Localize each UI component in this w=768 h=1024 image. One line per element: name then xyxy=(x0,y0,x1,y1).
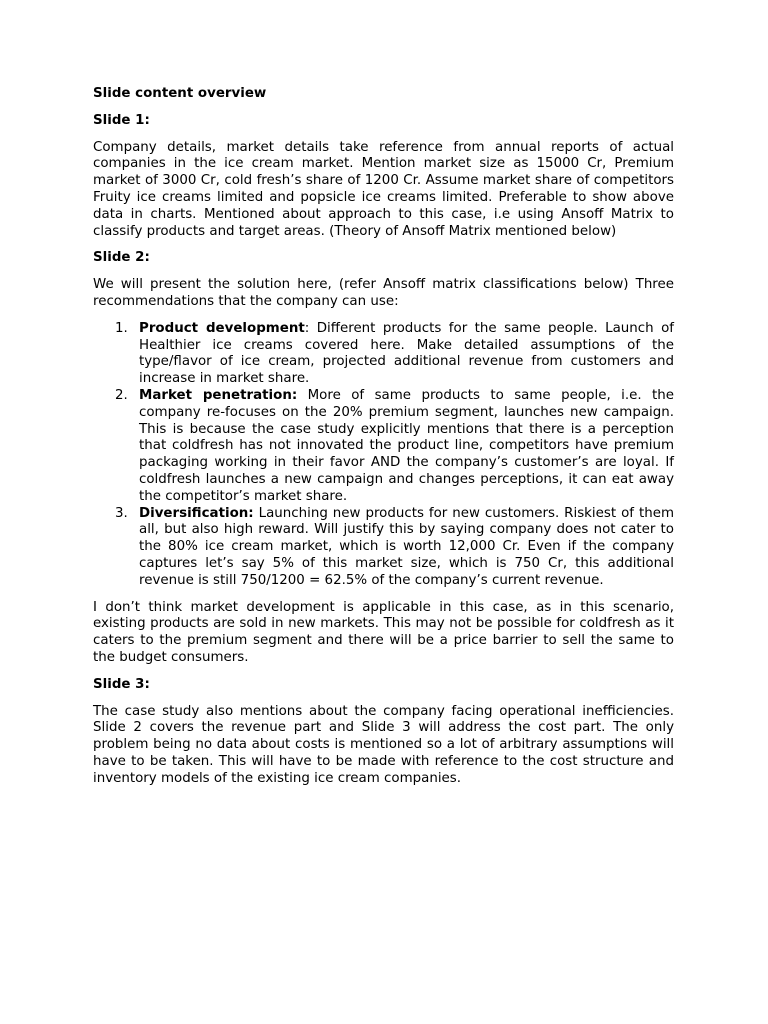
slide1-heading: Slide 1: xyxy=(93,112,150,128)
slide3-body: The case study also mentions about the company facing operational inefficiencies. Slide 2 covers the revenue part and Slide 3 will address the cost part. The only problem being no data about costs is mentioned so a lot of arbitrary assumptions will have to be taken. This will have to be made with reference to the cost structure and inventory models of the existing ice cream companies. xyxy=(93,703,674,786)
list-item-title: Product development xyxy=(139,320,305,336)
list-item xyxy=(115,320,674,388)
list-item xyxy=(115,387,674,506)
overview-title: Slide content overview xyxy=(93,86,267,101)
list-item-number: 2. xyxy=(115,387,128,403)
list-item-title: Diversification: xyxy=(139,505,254,521)
list-item-number: 3. xyxy=(115,505,128,521)
list-item xyxy=(115,505,674,590)
document-page xyxy=(93,86,674,797)
slide1-body: Company details, market details take reference from annual reports of actual companies in the ice cream market. Mention market size as 15000 Cr, Premium market of 3000 Cr, cold fresh’s share of 1200 Cr. Assume market share of competitors Fruity ice creams limited and popsicle ice creams limited. Preferable to show above data in charts. Mentioned about approach to this case, i.e using Ansoff Matrix to classify products and target areas. (Theory of Ansoff Matrix mentioned below) xyxy=(93,139,674,239)
list-item-title: Market penetration: xyxy=(139,387,298,403)
list-item-text: More of same products to same people, i.e. the company re-focuses on the 20% premium segment, launches new campaign. This is because the case study explicitly mentions that there is a perception that coldfresh has not innovated the product line, competitors have premium packaging working in their favor AND the company’s customer’s are loyal. If coldfresh launches a new campaign and changes perceptions, it can eat away the competitor’s market share. xyxy=(139,387,674,504)
slide2-heading: Slide 2: xyxy=(93,250,150,266)
slide2-closing: I don’t think market development is applicable in this case, as in this scenario, existing products are sold in new markets. This may not be possible for coldfresh as it caters to the premium segment and there will be a price barrier to sell the same to the budget consumers. xyxy=(93,599,674,665)
list-item-number: 1. xyxy=(115,320,128,336)
recommendations-list xyxy=(93,321,674,590)
slide2-intro: We will present the solution here, (refer Ansoff matrix classifications below) Three recommendations that the company can use: xyxy=(93,277,674,309)
slide3-heading: Slide 3: xyxy=(93,676,150,692)
list-item-text: Launching new products for new customers. Riskiest of them all, but also high reward. Will justify this by saying company does not cater to the 80% ice cream market, which is worth 12,000 Cr. Even if the company captures let’s say 5% of this market size, which is 750 Cr, this additional revenue is still 750/1200 = 62.5% of the company’s current revenue. xyxy=(139,505,674,588)
list-item-text: : Different products for the same people. Launch of Healthier ice creams covered here. Make detailed assumptions of the type/flavor of ice cream, projected additional revenue from customers and increase in market share. xyxy=(139,320,674,387)
